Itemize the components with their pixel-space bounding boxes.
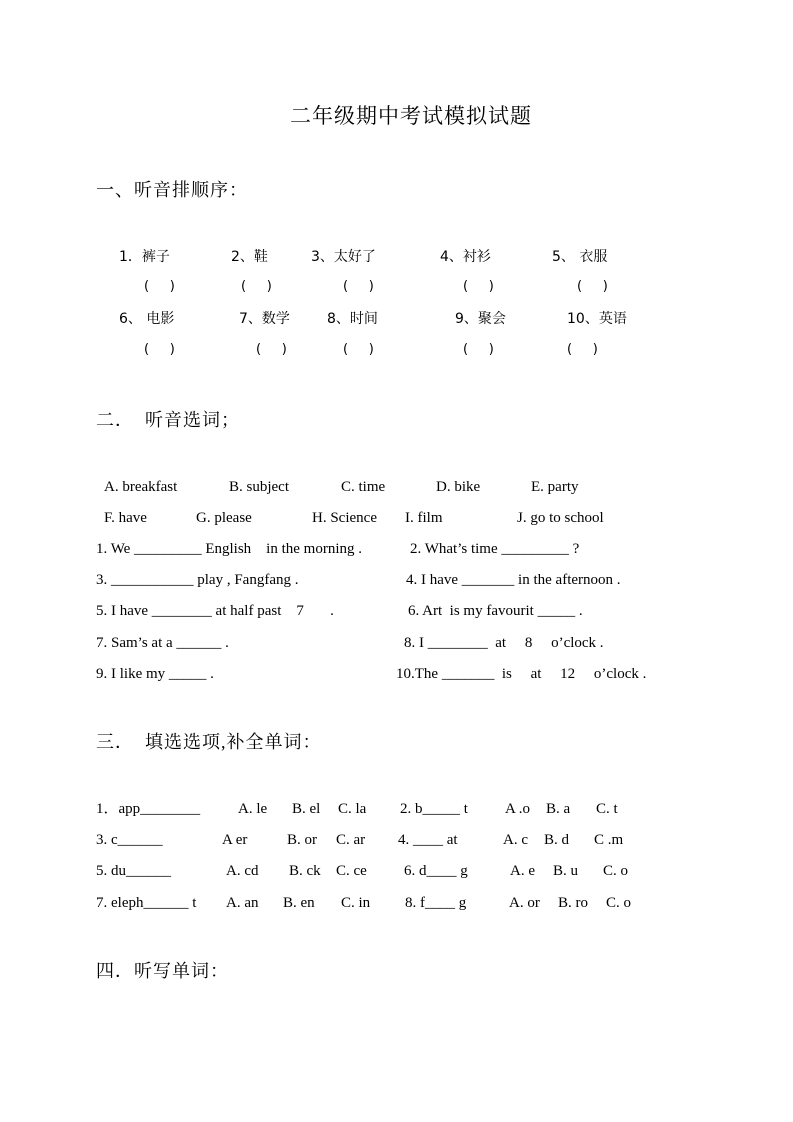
choice-option: B. or: [287, 832, 317, 848]
choice-option: B. d: [544, 832, 570, 848]
question-item: 9. I like my _____ .: [96, 666, 214, 682]
option-item: A. breakfast: [104, 479, 178, 495]
choice-option: B. u: [553, 863, 579, 879]
choice-option: C. la: [338, 801, 367, 817]
choice-option: A. le: [238, 801, 268, 817]
question-item: 1. We _________ English in the morning .: [96, 541, 363, 557]
choice-option: A .o: [505, 801, 531, 817]
question-item: 4. I have _______ in the afternoon .: [406, 572, 621, 588]
option-item: F. have: [104, 510, 147, 526]
word-item: 3、太好了: [311, 249, 376, 265]
answer-paren: ( ): [256, 342, 287, 357]
answer-paren: ( ): [463, 342, 494, 357]
answer-paren: ( ): [241, 279, 272, 294]
choice-option: C .m: [594, 832, 624, 848]
fill-item: 7. eleph______ t: [96, 895, 197, 911]
word-item: 4、衬衫: [440, 249, 491, 265]
word-item: 1．裤子: [119, 249, 170, 265]
option-item: G. please: [196, 510, 252, 526]
question-item: 6. Art is my favourit _____ .: [408, 603, 583, 619]
fill-item: 2. b_____ t: [400, 801, 468, 817]
answer-paren: ( ): [144, 279, 175, 294]
fill-item: 6. d____ g: [404, 863, 468, 879]
word-item: 5、 衣服: [552, 249, 608, 265]
word-item: 6、 电影: [119, 311, 175, 327]
page-title: 二年级期中考试模拟试题: [290, 104, 532, 128]
answer-paren: ( ): [343, 279, 374, 294]
question-item: 2. What’s time _________ ?: [410, 541, 580, 557]
choice-option: A. e: [510, 863, 535, 879]
option-item: H. Science: [312, 510, 377, 526]
question-item: 10.The _______ is at 12 o’clock .: [396, 666, 647, 682]
choice-option: B. el: [292, 801, 321, 817]
question-item: 5. I have ________ at half past 7 .: [96, 603, 334, 619]
choice-option: A. c: [503, 832, 528, 848]
option-item: D. bike: [436, 479, 481, 495]
option-item: J. go to school: [517, 510, 604, 526]
option-item: B. subject: [229, 479, 289, 495]
choice-option: A. an: [226, 895, 259, 911]
choice-option: C. o: [606, 895, 632, 911]
section-1-heading: 一、听音排顺序：: [96, 180, 248, 200]
choice-option: C. t: [596, 801, 618, 817]
answer-paren: ( ): [343, 342, 374, 357]
word-item: 7、数学: [239, 311, 290, 327]
question-item: 8. I ________ at 8 o’clock .: [404, 635, 604, 651]
word-item: 10、英语: [567, 311, 627, 327]
choice-option: A. cd: [226, 863, 259, 879]
choice-option: C. in: [341, 895, 371, 911]
option-item: E. party: [531, 479, 579, 495]
choice-option: B. ck: [289, 863, 321, 879]
section-4-heading: 四．听写单词：: [96, 961, 229, 981]
choice-option: B. en: [283, 895, 315, 911]
fill-item: 4. ____ at: [398, 832, 458, 848]
choice-option: C. ce: [336, 863, 367, 879]
option-item: I. film: [405, 510, 443, 526]
choice-option: C. ar: [336, 832, 366, 848]
answer-paren: ( ): [463, 279, 494, 294]
fill-item: 5. du______: [96, 863, 171, 879]
word-item: 8、时间: [327, 311, 378, 327]
choice-option: C. o: [603, 863, 629, 879]
option-item: C. time: [341, 479, 386, 495]
fill-item: 1．app________: [96, 801, 201, 817]
question-item: 7. Sam’s at a ______ .: [96, 635, 229, 651]
section-3-heading: 三． 填选选项,补全单词：: [96, 732, 322, 752]
answer-paren: ( ): [144, 342, 175, 357]
answer-paren: ( ): [567, 342, 598, 357]
question-item: 3. ___________ play , Fangfang .: [96, 572, 299, 588]
choice-option: A. or: [509, 895, 540, 911]
section-2-heading: 二． 听音选词；: [96, 410, 240, 430]
choice-option: A er: [222, 832, 248, 848]
fill-item: 8. f____ g: [405, 895, 467, 911]
choice-option: B. a: [546, 801, 571, 817]
answer-paren: ( ): [577, 279, 608, 294]
word-item: 9、聚会: [455, 311, 506, 327]
fill-item: 3. c______: [96, 832, 163, 848]
choice-option: B. ro: [558, 895, 588, 911]
word-item: 2、鞋: [231, 249, 268, 265]
